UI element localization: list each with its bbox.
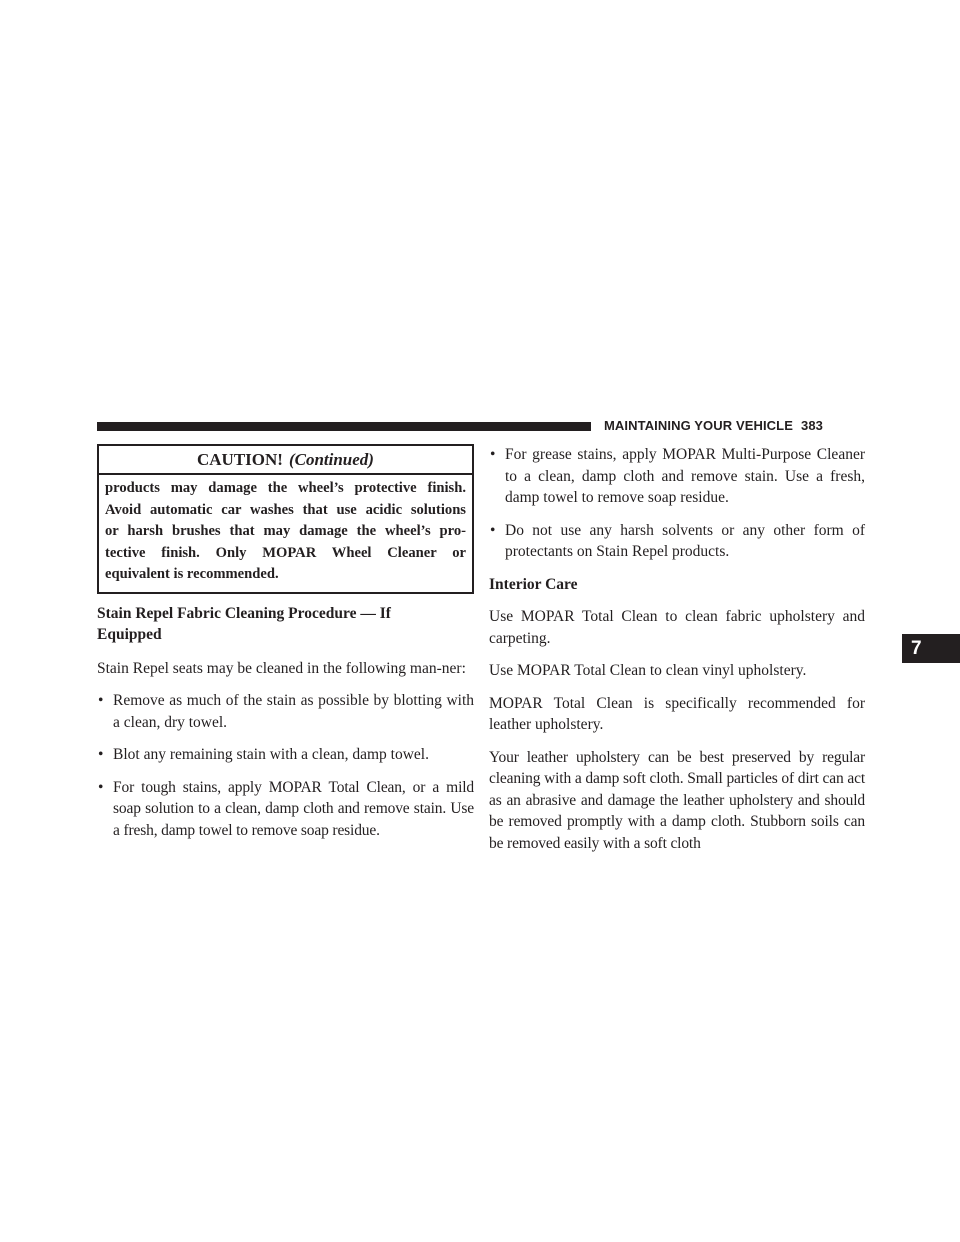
list-item [97, 690, 474, 733]
stain-repel-intro: Stain Repel seats may be cleaned in the following man-ner: [97, 659, 466, 677]
caution-heading [99, 446, 472, 475]
paragraph: Use MOPAR Total Clean to clean vinyl upholstery. [489, 662, 807, 679]
caution-line: Avoid automatic car washes that use acidic solutions [105, 501, 466, 518]
list-item-text: For tough stains, apply MOPAR Total Clean, or a mild soap solution to a clean, damp cloth and remove stain. Use a fresh, damp towel to remove soap residue. [113, 778, 474, 839]
bullet-icon: • [98, 778, 104, 796]
list-item-text: Remove as much of the stain as possible by blotting with a clean, dry towel. [113, 692, 474, 731]
stain-repel-heading: Stain Repel Fabric Cleaning Procedure — If Equipped [97, 604, 391, 643]
caution-line: equivalent is recommended. [105, 566, 279, 582]
paragraph: Your leather upholstery can be best preserved by regular cleaning with a damp soft cloth. Small particles of dirt can act as an abrasive and damage the leather upholstery and should be removed promptly with a damp cloth. Stubborn soils can be removed easily with a soft cloth [489, 748, 865, 852]
running-header [604, 418, 823, 433]
list-item [489, 520, 865, 563]
list-item [97, 777, 474, 842]
caution-box [97, 444, 474, 594]
left-column [97, 444, 474, 841]
list-item-text: Do not use any harsh solvents or any other form of protectants on Stain Repel products. [505, 521, 865, 560]
list-item-text: Blot any remaining stain with a clean, damp towel. [113, 746, 429, 763]
caution-line: or harsh brushes that may damage the wheel’s pro- [105, 523, 466, 539]
bullet-icon: • [490, 446, 496, 463]
caution-line: products may damage the wheel’s protective finish. [105, 480, 466, 496]
list-item [489, 444, 865, 509]
list-item [97, 744, 474, 766]
list-item-text: For grease stains, apply MOPAR Multi-Purpose Cleaner to a clean, damp cloth and remove stain. Use a fresh, damp towel to remove soap residue. [505, 446, 865, 506]
caution-text [99, 475, 472, 592]
bullet-icon: • [98, 692, 104, 709]
caution-line: tective finish. Only MOPAR Wheel Cleaner or [105, 544, 466, 561]
paragraph: Use MOPAR Total Clean to clean fabric upholstery and carpeting. [489, 608, 865, 647]
bullet-icon: • [490, 521, 496, 539]
chapter-tab[interactable]: 7 [902, 634, 960, 663]
page-number: 383 [800, 418, 823, 433]
interior-care-heading: Interior Care [489, 575, 578, 593]
paragraph: MOPAR Total Clean is specifically recommended for leather upholstery. [489, 694, 865, 733]
right-column [489, 444, 865, 854]
section-title: MAINTAINING YOUR VEHICLE [604, 418, 793, 433]
bullet-icon: • [98, 746, 104, 763]
caution-continued: (Continued) [288, 450, 374, 469]
header-rule [97, 422, 591, 431]
caution-title: CAUTION! [197, 450, 283, 469]
